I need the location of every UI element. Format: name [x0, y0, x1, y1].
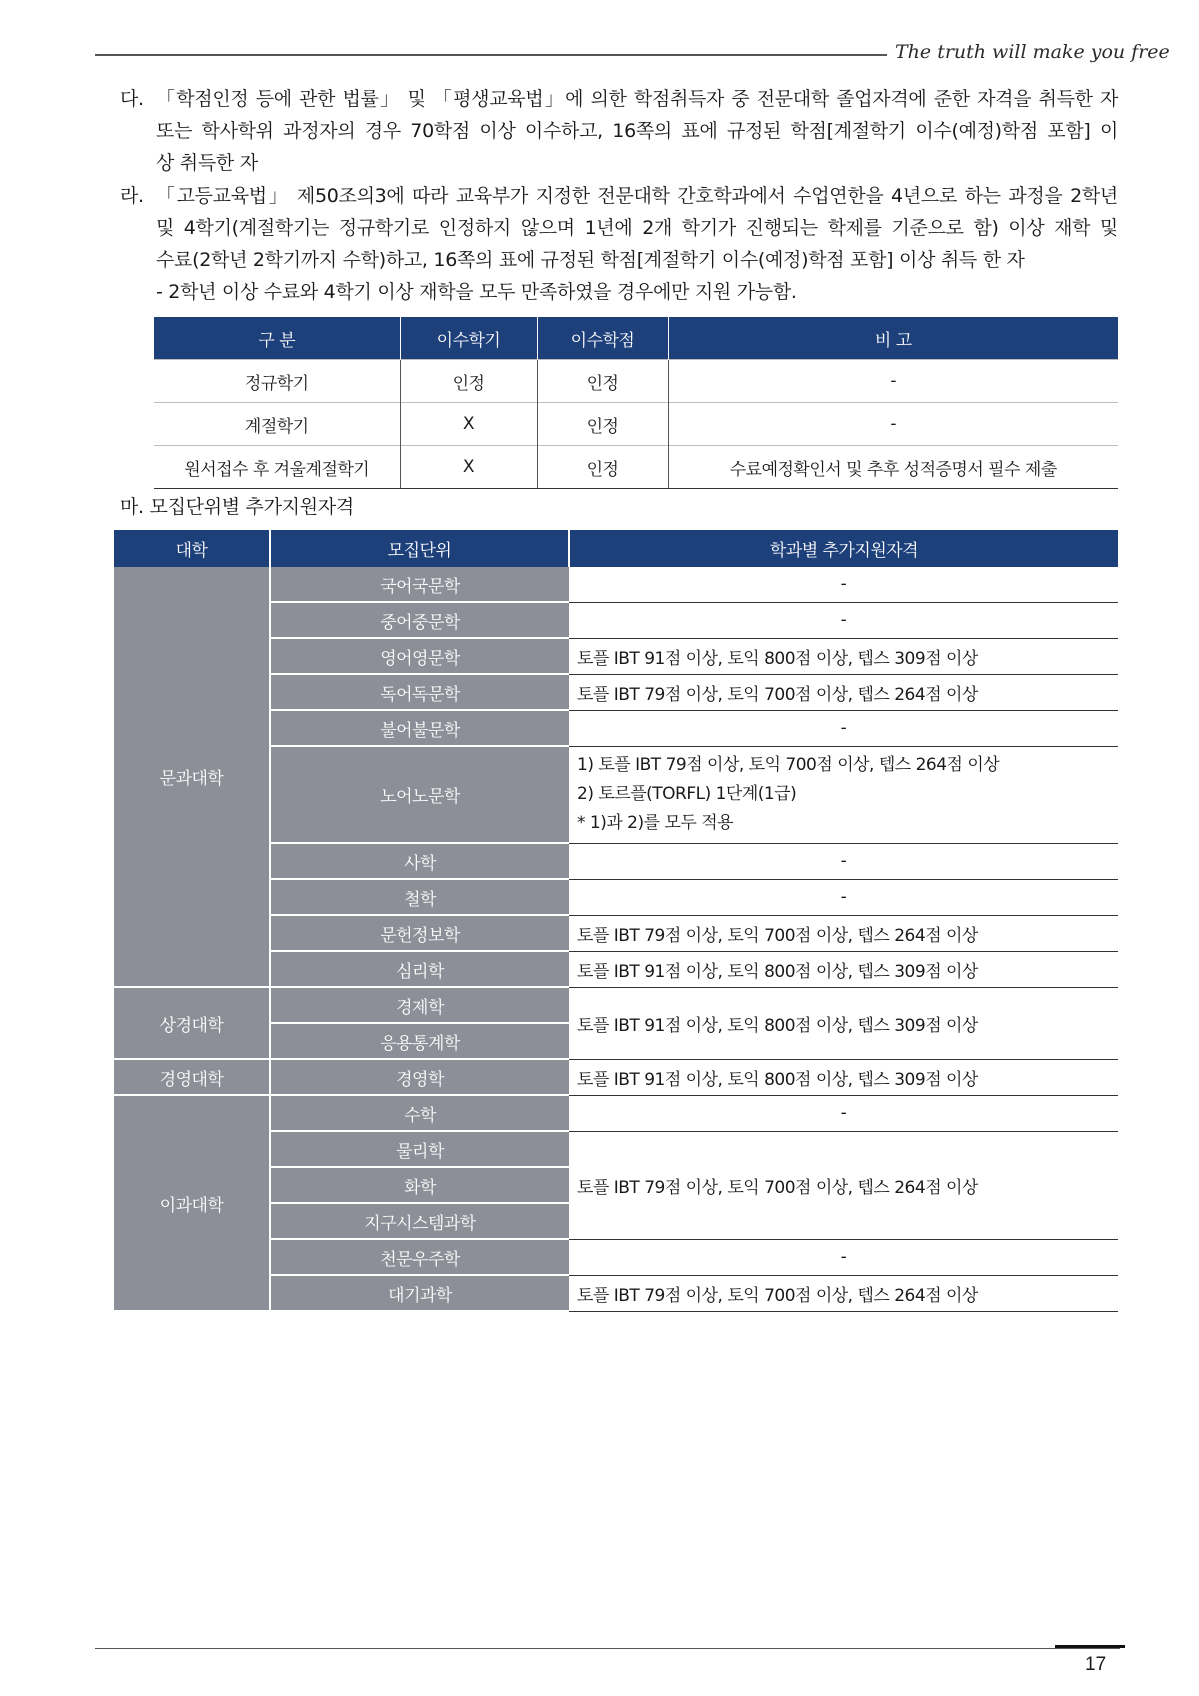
unit-cell: 불어불문학 [270, 710, 569, 746]
table-cell: 원서접수 후 겨울계절학기 [154, 446, 400, 489]
unit-cell: 물리학 [270, 1131, 569, 1167]
unit-cell: 천문우주학 [270, 1239, 569, 1275]
qualification-cell: - [569, 879, 1118, 915]
unit-cell: 심리학 [270, 951, 569, 987]
unit-cell: 영어영문학 [270, 638, 569, 674]
qualification-cell: 토플 IBT 79점 이상, 토익 700점 이상, 텝스 264점 이상 [569, 915, 1118, 951]
unit-cell: 국어국문학 [270, 567, 569, 602]
paragraph-label: 라. [120, 185, 144, 207]
table-cell: 수료예정확인서 및 추후 성적증명서 필수 제출 [668, 446, 1118, 489]
additional-qualification-table [114, 530, 1118, 1312]
column-header: 비 고 [668, 317, 1118, 360]
table-row [114, 1095, 1118, 1131]
qualification-cell: - [569, 567, 1118, 602]
table-cell: - [668, 403, 1118, 446]
qualification-cell [569, 746, 1118, 843]
unit-cell: 지구시스템과학 [270, 1203, 569, 1239]
paragraph-note: - 2학년 이상 수료와 4학기 이상 재학을 모두 만족하였을 경우에만 지원 가능함. [156, 281, 797, 303]
college-cell: 경영대학 [114, 1059, 270, 1095]
unit-cell: 독어독문학 [270, 674, 569, 710]
column-header: 모집단위 [270, 530, 569, 567]
table-row [114, 1059, 1118, 1095]
unit-cell: 응용통계학 [270, 1023, 569, 1059]
unit-cell: 문헌정보학 [270, 915, 569, 951]
qualification-cell: 토플 IBT 91점 이상, 토익 800점 이상, 텝스 309점 이상 [569, 638, 1118, 674]
paragraph-line: 수료(2학년 2학기까지 수학)하고, 16쪽의 표에 규정된 학점[계절학기 이수(예정)학점 포함] 이상 취득 한 자 [156, 249, 1025, 271]
table-row [154, 403, 1118, 446]
table-row [114, 567, 1118, 602]
semester-credit-table [154, 317, 1118, 489]
column-header: 학과별 추가지원자격 [569, 530, 1118, 567]
qualification-cell: 토플 IBT 79점 이상, 토익 700점 이상, 텝스 264점 이상 [569, 1131, 1118, 1239]
column-header: 구 분 [154, 317, 400, 360]
table-cell: - [668, 360, 1118, 403]
qualification-cell: - [569, 1239, 1118, 1275]
qualification-cell: 토플 IBT 91점 이상, 토익 800점 이상, 텝스 309점 이상 [569, 951, 1118, 987]
college-cell: 이과대학 [114, 1095, 270, 1311]
header-motto: The truth will make you free [895, 41, 1170, 63]
paragraph-line: 및 4학기(계절학기는 정규학기로 인정하지 않으며 1년에 2개 학기가 진행되는 학제를 기준으로 함) 이상 재학 및 [156, 217, 1118, 239]
unit-cell: 노어노문학 [270, 746, 569, 843]
qualification-line: 1) 토플 IBT 79점 이상, 토익 700점 이상, 텝스 264점 이상 [577, 755, 1000, 775]
paragraph-line: 「고등교육법」 제50조의3에 따라 교육부가 지정한 전문대학 간호학과에서 수업연한을 4년으로 하는 과정을 2학년 [156, 185, 1118, 207]
table-cell: 계절학기 [154, 403, 400, 446]
footer-accent-bar [1055, 1645, 1125, 1648]
table-row [114, 987, 1118, 1023]
qualification-cell: - [569, 602, 1118, 638]
column-header: 이수학점 [537, 317, 668, 360]
paragraph-da [120, 83, 1118, 179]
table-cell: X [400, 446, 537, 489]
paragraph-label: 다. [120, 88, 144, 110]
header-rule [95, 54, 887, 56]
page-number: 17 [1085, 1654, 1107, 1675]
table-row [154, 360, 1118, 403]
qualification-cell: 토플 IBT 91점 이상, 토익 800점 이상, 텝스 309점 이상 [569, 987, 1118, 1059]
qualification-cell: 토플 IBT 79점 이상, 토익 700점 이상, 텝스 264점 이상 [569, 1275, 1118, 1311]
paragraph-line: 「학점인정 등에 관한 법률」 및 「평생교육법」에 의한 학점취득자 중 전문대학 졸업자격에 준한 자격을 취득한 자 [156, 88, 1118, 110]
college-cell: 문과대학 [114, 567, 270, 987]
qualification-cell: 토플 IBT 91점 이상, 토익 800점 이상, 텝스 309점 이상 [569, 1059, 1118, 1095]
table-cell: 정규학기 [154, 360, 400, 403]
unit-cell: 중어중문학 [270, 602, 569, 638]
paragraph-ra [120, 180, 1118, 308]
qualification-cell: - [569, 710, 1118, 746]
qualification-line: * 1)과 2)를 모두 적용 [577, 813, 734, 833]
table-cell: 인정 [537, 446, 668, 489]
column-header: 대학 [114, 530, 270, 567]
column-header: 이수학기 [400, 317, 537, 360]
section-title: 마. 모집단위별 추가지원자격 [120, 496, 354, 518]
qualification-line: 2) 토르플(TORFL) 1단계(1급) [577, 784, 797, 804]
qualification-cell: 토플 IBT 79점 이상, 토익 700점 이상, 텝스 264점 이상 [569, 674, 1118, 710]
table-cell: 인정 [537, 360, 668, 403]
qualification-cell: - [569, 1095, 1118, 1131]
unit-cell: 경영학 [270, 1059, 569, 1095]
paragraph-line: 또는 학사학위 과정자의 경우 70학점 이상 이수하고, 16쪽의 표에 규정된 학점[계절학기 이수(예정)학점 포함] 이 [156, 120, 1118, 142]
footer-rule [95, 1648, 1120, 1649]
college-cell: 상경대학 [114, 987, 270, 1059]
table-cell: 인정 [400, 360, 537, 403]
table-row [154, 446, 1118, 489]
qualification-cell: - [569, 843, 1118, 879]
unit-cell: 수학 [270, 1095, 569, 1131]
table-cell: 인정 [537, 403, 668, 446]
unit-cell: 사학 [270, 843, 569, 879]
table-cell: X [400, 403, 537, 446]
unit-cell: 경제학 [270, 987, 569, 1023]
paragraph-line: 상 취득한 자 [156, 152, 258, 174]
unit-cell: 화학 [270, 1167, 569, 1203]
unit-cell: 대기과학 [270, 1275, 569, 1311]
unit-cell: 철학 [270, 879, 569, 915]
